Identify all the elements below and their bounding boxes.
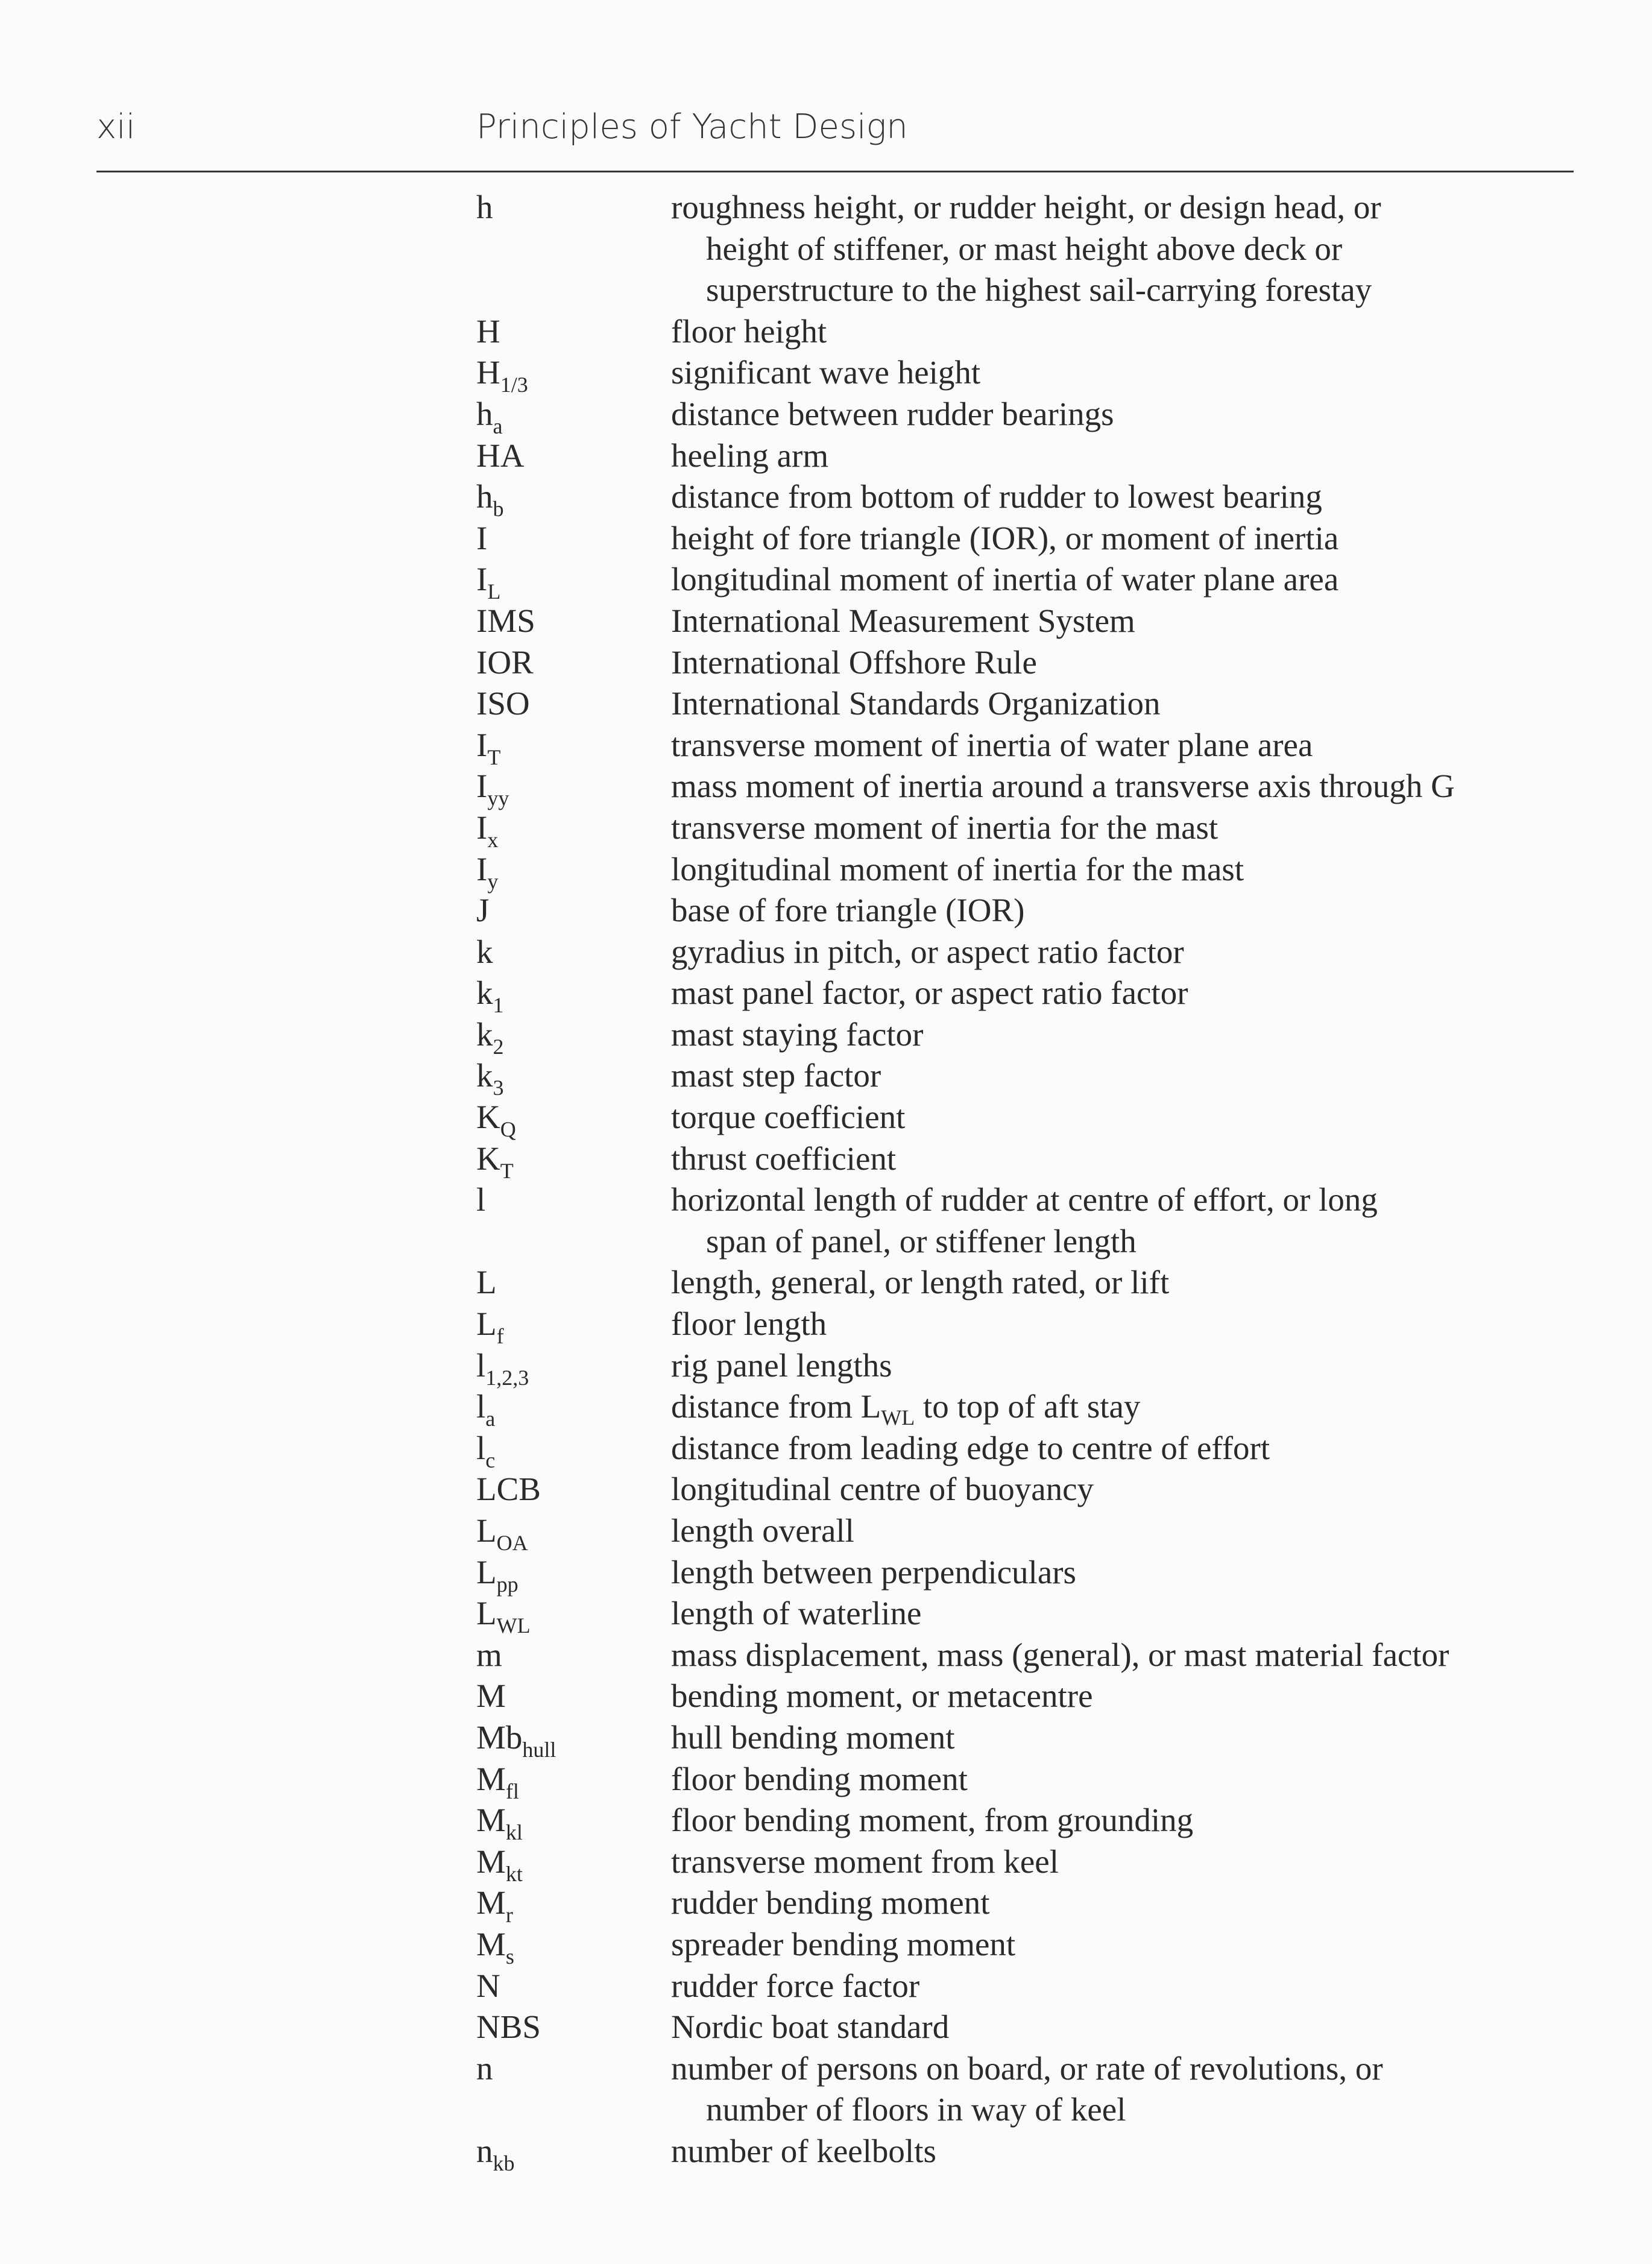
symbol — [476, 1800, 523, 1845]
symbol-base: M — [476, 1760, 506, 1797]
description-line: mass displacement, mass (general), or mast material factor — [671, 1636, 1449, 1673]
symbol-subscript: T — [487, 745, 501, 769]
description-line: roughness height, or rudder height, or design head, or — [671, 189, 1381, 225]
symbol-description — [671, 1304, 1575, 1345]
symbol — [476, 1055, 504, 1100]
symbol-subscript: c — [485, 1448, 496, 1472]
symbol-entry — [0, 187, 1652, 311]
symbol — [476, 890, 489, 932]
symbol-base: l — [476, 1346, 486, 1384]
symbol — [476, 394, 503, 438]
symbol-base: LCB — [476, 1471, 541, 1508]
symbol-subscript: 1 — [493, 993, 504, 1018]
description-line: horizontal length of rudder at centre of effort, or long — [671, 1181, 1378, 1219]
symbol — [476, 1966, 500, 2007]
symbol-description — [671, 1882, 1575, 1924]
description-line: length between perpendiculars — [671, 1553, 1076, 1591]
symbol-description — [671, 642, 1575, 684]
description-line: International Measurement System — [671, 602, 1135, 639]
description-line: length, general, or length rated, or lift — [671, 1264, 1170, 1301]
description-line: distance between rudder bearings — [671, 395, 1114, 432]
symbol-description — [671, 559, 1575, 601]
symbol — [476, 518, 487, 560]
description-line: superstructure to the highest sail-carrying forestay — [706, 271, 1372, 309]
symbol-entry — [0, 1345, 1652, 1390]
symbol-base: m — [476, 1636, 502, 1673]
symbol-base: h — [476, 189, 493, 225]
description-line: transverse moment of inertia of water plane area — [671, 726, 1313, 763]
description-line: rudder bending moment — [671, 1884, 990, 1922]
symbol-base: IOR — [476, 643, 534, 681]
symbol-entry — [0, 2007, 1652, 2048]
symbol — [476, 2007, 541, 2048]
symbol-base: l — [476, 1388, 486, 1425]
symbol-description — [671, 601, 1575, 642]
symbol — [476, 2048, 493, 2090]
symbol-subscript: Q — [500, 1117, 516, 1142]
symbol-base: I — [476, 850, 488, 888]
symbol-description — [671, 1676, 1575, 1717]
symbol-entry — [0, 1510, 1652, 1555]
symbol-description — [671, 1841, 1575, 1883]
description-line: floor height — [671, 312, 827, 350]
symbol-entry — [0, 1717, 1652, 1762]
symbol-base: HA — [476, 437, 525, 474]
description-line: number of floors in way of keel — [706, 2091, 1126, 2128]
symbol-description — [671, 807, 1575, 849]
symbol-entry — [0, 890, 1652, 932]
symbol-entry — [0, 642, 1652, 684]
symbol-base: L — [476, 1264, 497, 1301]
symbol-subscript: x — [487, 827, 499, 852]
description-line: heeling arm — [671, 437, 829, 474]
symbol-subscript: b — [493, 497, 504, 522]
symbol-entry — [0, 1924, 1652, 1969]
symbol-entry — [0, 1593, 1652, 1638]
symbol-base: K — [476, 1099, 500, 1136]
symbol-subscript: hull — [522, 1737, 556, 1762]
symbol-entry — [0, 559, 1652, 604]
symbol — [476, 683, 530, 725]
symbol — [476, 725, 501, 769]
subscript: WL — [881, 1405, 915, 1430]
symbol-entry — [0, 1759, 1652, 1803]
description-line: distance from bottom of rudder to lowest bearing — [671, 478, 1322, 516]
symbol-base: k — [476, 974, 493, 1012]
symbol-description — [671, 352, 1575, 394]
description-line: thrust coefficient — [671, 1140, 897, 1177]
description-line: rig panel lengths — [671, 1346, 892, 1384]
symbol-base: NBS — [476, 2008, 541, 2046]
symbol — [476, 1510, 528, 1555]
symbol-description — [671, 1593, 1575, 1635]
symbol-description — [671, 1345, 1575, 1387]
symbol-entry — [0, 932, 1652, 973]
symbol-description — [671, 518, 1575, 560]
symbol-entry — [0, 725, 1652, 769]
symbol — [476, 1386, 496, 1431]
symbol-description — [671, 1966, 1575, 2007]
description-line: floor bending moment — [671, 1760, 968, 1797]
symbol-entry — [0, 807, 1652, 852]
symbol-subscript: a — [485, 1407, 496, 1431]
symbol-base: h — [476, 478, 493, 516]
symbol-base: h — [476, 395, 493, 432]
symbol — [476, 1345, 529, 1390]
symbol-subscript: 1/3 — [500, 373, 528, 397]
description-line: significant wave height — [671, 354, 981, 391]
symbol-base: M — [476, 1843, 506, 1880]
symbol-subscript: WL — [496, 1613, 531, 1638]
symbol-entry — [0, 1676, 1652, 1717]
symbol-base: I — [476, 519, 488, 557]
symbol-description — [671, 476, 1575, 518]
symbol-description — [671, 1055, 1575, 1097]
symbol-subscript: y — [487, 869, 499, 894]
symbol-description — [671, 1428, 1575, 1469]
header-rule — [96, 171, 1574, 172]
symbol-base: I — [476, 768, 488, 805]
running-title: Principles of Yacht Design — [476, 107, 908, 147]
symbol-description — [671, 1800, 1575, 1841]
symbol-base: I — [476, 561, 488, 598]
symbol — [476, 1262, 497, 1304]
symbol-entry — [0, 311, 1652, 353]
symbol-description — [671, 725, 1575, 766]
symbol — [476, 766, 509, 811]
description-line: longitudinal centre of buoyancy — [671, 1471, 1094, 1508]
symbol-base: K — [476, 1140, 500, 1177]
symbol-description — [671, 394, 1575, 435]
symbol-subscript: s — [505, 1944, 514, 1969]
symbol-description — [671, 1097, 1575, 1138]
symbol-description — [671, 890, 1575, 932]
symbol — [476, 849, 499, 894]
symbol-description — [671, 187, 1575, 311]
symbol-subscript: pp — [496, 1572, 519, 1597]
symbol — [476, 1469, 541, 1510]
symbol-description — [671, 2007, 1575, 2048]
symbol-entry — [0, 1262, 1652, 1304]
symbol-subscript: a — [493, 414, 503, 438]
symbol-entry — [0, 352, 1652, 397]
symbol-subscript: kb — [493, 2151, 515, 2175]
symbol-description — [671, 2131, 1575, 2172]
symbol-entry — [0, 435, 1652, 477]
symbol-base: I — [476, 809, 488, 846]
description-line: gyradius in pitch, or aspect ratio factor — [671, 933, 1184, 970]
symbol-entry — [0, 1882, 1652, 1928]
symbol-subscript: fl — [505, 1779, 519, 1803]
symbol — [476, 642, 534, 684]
symbol-entry — [0, 849, 1652, 894]
symbol — [476, 1428, 496, 1472]
symbol — [476, 1882, 513, 1928]
symbol-entry — [0, 766, 1652, 811]
symbol-subscript: 3 — [493, 1076, 504, 1100]
symbol-base: M — [476, 1884, 506, 1922]
description-line: number of persons on board, or rate of revolutions, or — [671, 2049, 1383, 2087]
symbol-base: H — [476, 354, 500, 391]
symbol-entry — [0, 1138, 1652, 1183]
symbol — [476, 973, 504, 1018]
symbol — [476, 1924, 514, 1969]
symbol-base: L — [476, 1595, 497, 1632]
symbol-description — [671, 1924, 1575, 1966]
symbol — [476, 2131, 515, 2175]
symbol-base: n — [476, 2132, 493, 2169]
symbol-entry — [0, 1014, 1652, 1059]
symbol — [476, 311, 500, 353]
symbol-description — [671, 1717, 1575, 1759]
symbol-entry — [0, 683, 1652, 725]
symbol-base: k — [476, 1015, 493, 1053]
symbol-description — [671, 1386, 1575, 1428]
symbol-base: n — [476, 2049, 493, 2087]
symbol-entry — [0, 601, 1652, 642]
symbol-description — [671, 849, 1575, 891]
symbol-entry — [0, 1469, 1652, 1510]
description-line: torque coefficient — [671, 1099, 906, 1136]
symbol-entry — [0, 476, 1652, 522]
symbol-base: IMS — [476, 602, 535, 639]
symbol-description — [671, 1635, 1575, 1676]
symbol-description — [671, 1262, 1575, 1304]
symbol-entry — [0, 1841, 1652, 1886]
symbol-base: ISO — [476, 685, 530, 722]
symbol-description — [671, 683, 1575, 725]
symbol — [476, 1304, 504, 1349]
description-line: mast staying factor — [671, 1015, 924, 1053]
symbol — [476, 1717, 556, 1762]
description-line: length of waterline — [671, 1595, 922, 1632]
description-line: transverse moment of inertia for the mast — [671, 809, 1219, 846]
symbol-base: M — [476, 1925, 506, 1963]
description-line: longitudinal moment of inertia for the mast — [671, 850, 1244, 888]
symbol-subscript: OA — [496, 1531, 528, 1555]
symbol — [476, 1014, 504, 1059]
symbol-description — [671, 766, 1575, 807]
symbol-subscript: kl — [505, 1820, 523, 1845]
description-line: spreader bending moment — [671, 1925, 1016, 1963]
symbol-base: M — [476, 1802, 506, 1839]
symbol-base: k — [476, 1057, 493, 1094]
symbol-entry — [0, 1386, 1652, 1431]
symbol-entry — [0, 518, 1652, 560]
symbol-entry — [0, 1097, 1652, 1142]
symbol — [476, 435, 524, 477]
symbol-base: N — [476, 1967, 500, 2004]
description-line: floor length — [671, 1305, 827, 1343]
symbol-entry — [0, 1179, 1652, 1262]
symbol-entry — [0, 1428, 1652, 1472]
symbol-entry — [0, 973, 1652, 1018]
symbol — [476, 807, 499, 852]
symbol-entry — [0, 1966, 1652, 2007]
symbol-base: J — [476, 892, 490, 929]
symbol-entry — [0, 394, 1652, 438]
symbol-base: l — [476, 1429, 486, 1466]
symbol-description — [671, 1759, 1575, 1800]
symbol-subscript: f — [496, 1324, 504, 1349]
symbol-base: Mb — [476, 1718, 523, 1756]
symbol-base: k — [476, 933, 493, 970]
description-line: longitudinal moment of inertia of water plane area — [671, 561, 1339, 598]
symbol-description — [671, 1552, 1575, 1594]
description-line: height of fore triangle (IOR), or moment of inertia — [671, 519, 1339, 557]
symbol-entry — [0, 1304, 1652, 1349]
description-line: Nordic boat standard — [671, 2008, 950, 2046]
description-line: hull bending moment — [671, 1718, 955, 1756]
symbol — [476, 187, 493, 229]
symbol-list — [0, 187, 1652, 2175]
symbol — [476, 1635, 502, 1676]
symbol-description — [671, 311, 1575, 353]
symbol-description — [671, 1014, 1575, 1056]
symbol-base: H — [476, 312, 500, 350]
symbol-subscript: r — [505, 1903, 513, 1928]
symbol — [476, 1179, 485, 1221]
symbol — [476, 1841, 523, 1886]
symbol-subscript: yy — [487, 786, 509, 811]
description-line: distance from leading edge to centre of effort — [671, 1429, 1270, 1466]
description-line: transverse moment from keel — [671, 1843, 1059, 1880]
symbol-entry — [0, 1800, 1652, 1845]
symbol-base: M — [476, 1677, 506, 1715]
description-line: floor bending moment, from grounding — [671, 1802, 1194, 1839]
description-line: span of panel, or stiffener length — [706, 1222, 1137, 1260]
symbol-description — [671, 932, 1575, 973]
symbol-base: l — [476, 1181, 486, 1219]
symbol-description — [671, 973, 1575, 1014]
symbol — [476, 476, 504, 522]
symbol-subscript: L — [487, 579, 501, 604]
description-line: mast step factor — [671, 1057, 881, 1094]
symbol — [476, 559, 501, 604]
description-line: length overall — [671, 1512, 854, 1549]
symbol-description — [671, 435, 1575, 477]
symbol-description — [671, 1179, 1575, 1262]
symbol-entry — [0, 1055, 1652, 1100]
description-line: bending moment, or metacentre — [671, 1677, 1093, 1715]
page-number: xii — [96, 107, 136, 147]
symbol — [476, 932, 493, 973]
description-line: rudder force factor — [671, 1967, 920, 2004]
symbol-description — [671, 1469, 1575, 1510]
symbol — [476, 1097, 516, 1142]
description-line: mass moment of inertia around a transverse axis through G — [671, 768, 1455, 805]
symbol-subscript: 1,2,3 — [485, 1365, 529, 1390]
symbol-entry — [0, 2048, 1652, 2131]
symbol — [476, 1759, 519, 1803]
symbol-description — [671, 2048, 1575, 2131]
description-line: number of keelbolts — [671, 2132, 936, 2169]
symbol-base: I — [476, 726, 488, 763]
symbol-base: L — [476, 1305, 497, 1343]
symbol-entry — [0, 1635, 1652, 1676]
symbol — [476, 1593, 531, 1638]
symbol-subscript: 2 — [493, 1034, 504, 1059]
description-line: height of stiffener, or mast height above deck or — [706, 230, 1343, 267]
description-line: International Offshore Rule — [671, 643, 1037, 681]
symbol-entry — [0, 2131, 1652, 2175]
description-line: mast panel factor, or aspect ratio factor — [671, 974, 1188, 1012]
symbol-base: L — [476, 1512, 497, 1549]
symbol — [476, 352, 528, 397]
symbol-subscript: T — [500, 1158, 514, 1183]
symbol-entry — [0, 1552, 1652, 1597]
symbol-description — [671, 1138, 1575, 1180]
symbol — [476, 1676, 506, 1717]
symbol — [476, 1552, 519, 1597]
symbol-base: L — [476, 1553, 497, 1591]
symbol — [476, 1138, 514, 1183]
description-line: base of fore triangle (IOR) — [671, 892, 1025, 929]
description-line: distance from $L_{WL}$ to top of aft stay — [671, 1388, 1141, 1430]
symbol — [476, 601, 535, 642]
description-line: International Standards Organization — [671, 685, 1161, 722]
symbol-description — [671, 1510, 1575, 1552]
symbol-subscript: kt — [505, 1861, 523, 1886]
